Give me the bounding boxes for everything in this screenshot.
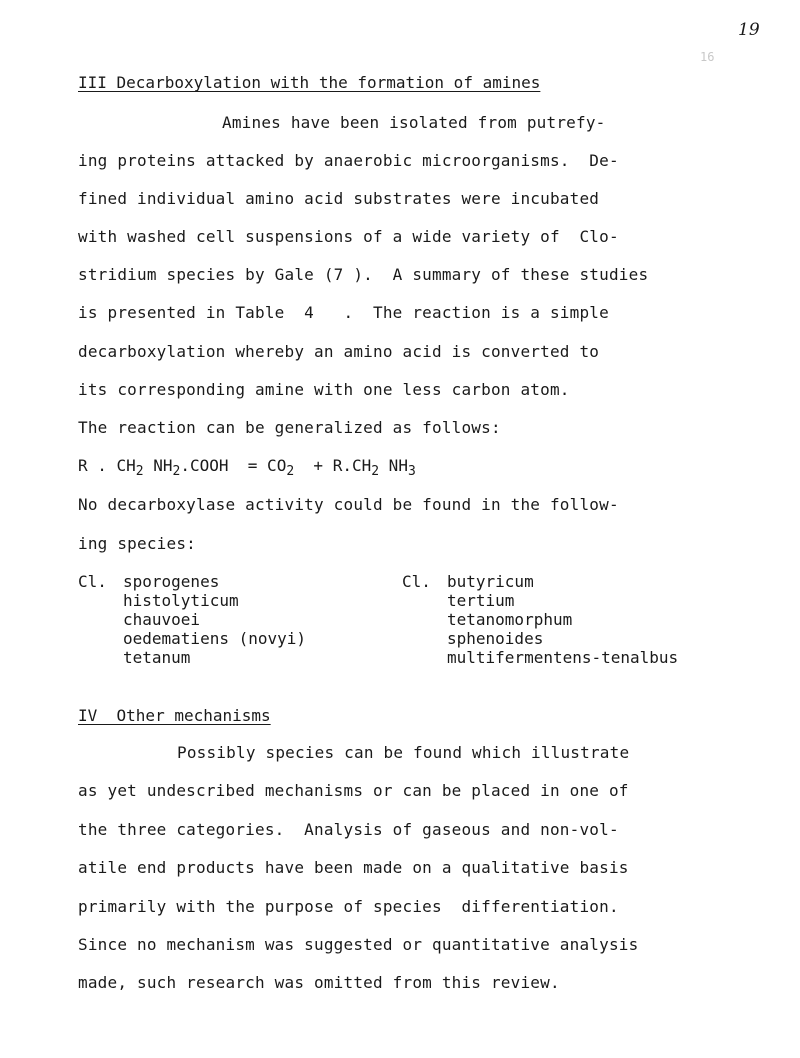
paragraph-line: fined individual amino acid substrates were incubated [78, 189, 600, 208]
paragraph-line: primarily with the purpose of species differentiation. [78, 897, 619, 916]
species-item: tertium [447, 591, 515, 610]
paragraph-line: stridium species by Gale (7 ). A summary of these studies [78, 265, 649, 284]
genus-prefix: Cl. [78, 572, 107, 591]
section-4-heading: IV Other mechanisms [78, 706, 271, 725]
formula-part: + R.CH [294, 456, 372, 475]
paragraph-line: atile end products have been made on a qualitative basis [78, 858, 629, 877]
formula-part: NH [379, 456, 408, 475]
formula-subscript: 2 [371, 464, 380, 479]
species-item: chauvoei [123, 610, 201, 629]
paragraph-line: as yet undescribed mechanisms or can be placed in one of [78, 781, 629, 800]
paragraph-line: ing species: [78, 534, 196, 553]
paragraph-line: Possibly species can be found which illustrate [177, 743, 630, 762]
formula-part: R . CH [78, 456, 136, 475]
paragraph-line: Amines have been isolated from putrefy- [222, 113, 606, 132]
formula-subscript: 2 [286, 464, 295, 479]
formula-part: NH [143, 456, 173, 475]
paragraph-line: the three categories. Analysis of gaseous and non-vol- [78, 820, 619, 839]
formula-subscript: 2 [135, 464, 144, 479]
paragraph-line: decarboxylation whereby an amino acid is converted to [78, 342, 600, 361]
reaction-formula [78, 456, 416, 479]
genus-prefix: Cl. [402, 572, 431, 591]
paragraph-line: with washed cell suspensions of a wide variety of Clo- [78, 227, 619, 246]
species-item: tetanum [123, 648, 191, 667]
formula-subscript: 2 [172, 464, 181, 479]
paragraph-line: ing proteins attacked by anaerobic microorganisms. De- [78, 151, 619, 170]
faint-page-mark: 16 [700, 50, 715, 64]
paragraph-line: its corresponding amine with one less carbon atom. [78, 380, 570, 399]
paragraph-line: is presented in Table 4 . The reaction is a simple [78, 303, 609, 322]
species-list-left [78, 572, 388, 672]
species-item: histolyticum [123, 591, 239, 610]
paragraph-line: No decarboxylase activity could be found in the follow- [78, 495, 619, 514]
species-item: multifermentens-tenalbus [447, 648, 679, 667]
formula-part: .COOH = CO [180, 456, 287, 475]
paragraph-line: The reaction can be generalized as follows: [78, 418, 501, 437]
species-item: oedematiens (novyi) [123, 629, 307, 648]
paragraph-line: made, such research was omitted from this review. [78, 973, 560, 992]
page-number: 19 [738, 20, 760, 40]
species-item: butyricum [447, 572, 534, 591]
paragraph-line: Since no mechanism was suggested or quantitative analysis [78, 935, 639, 954]
section-3-heading: III Decarboxylation with the formation of amines [78, 73, 541, 92]
species-item: tetanomorphum [447, 610, 573, 629]
species-item: sphenoides [447, 629, 544, 648]
species-item: sporogenes [123, 572, 220, 591]
species-list-right [402, 572, 732, 672]
formula-subscript: 3 [407, 464, 416, 479]
